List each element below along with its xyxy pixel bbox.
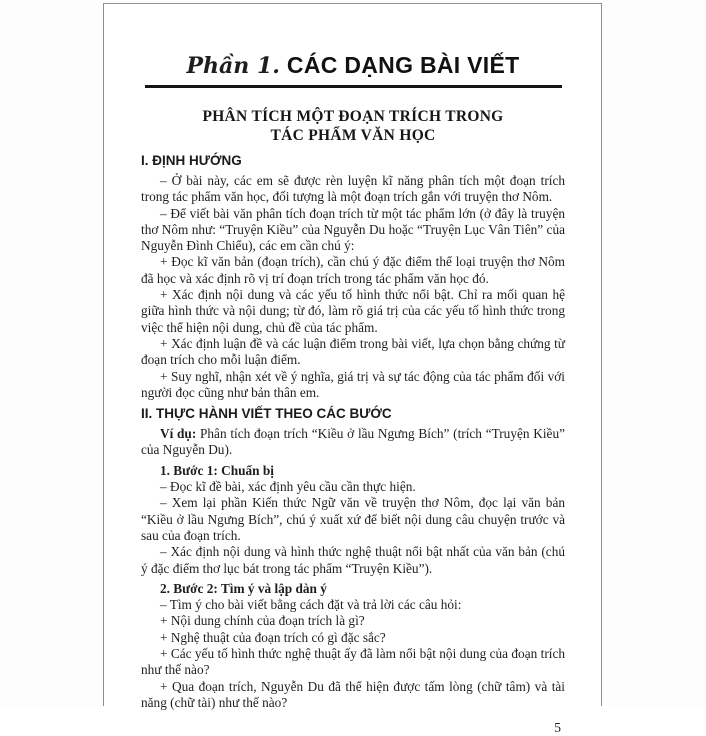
lesson-title-line1: PHÂN TÍCH MỘT ĐOẠN TRÍCH TRONG — [202, 108, 504, 125]
section-2-heading: II. THỰC HÀNH VIẾT THEO CÁC BƯỚC — [141, 406, 392, 422]
lesson-title — [141, 107, 565, 145]
step-2-heading: 2. Bước 2: Tìm ý và lập dàn ý — [160, 580, 327, 596]
paragraph: + Suy nghĩ, nhận xét về ý nghĩa, giá trị và sự tác động của tác phẩm đối với người đọc cũng như bản thân em. — [141, 368, 565, 400]
paragraph: + Xác định luận đề và các luận điểm trong bài viết, lựa chọn bằng chứng từ đoạn trích cho mỗi luận điểm. — [141, 335, 565, 368]
step-item: – Xác định nội dung và hình thức nghệ thuật nổi bật nhất của văn bản (chú ý đặc điểm thơ lục bát trong tác phẩm “Truyện Kiều”). — [141, 544, 565, 576]
banner-underline — [145, 85, 562, 88]
paragraph: – Ở bài này, các em sẽ được rèn luyện kĩ năng phân tích một đoạn trích trong tác phẩm văn học, đối tượng là một đoạn trích gắn với truyện thơ Nôm. — [141, 173, 565, 205]
paragraph: + Đọc kĩ văn bản (đoạn trích), cần chú ý đặc điểm thể loại truyện thơ Nôm đã học và xác định rõ vị trí đoạn trích trong tác phẩm văn học đó. — [141, 254, 565, 286]
book-page — [103, 3, 602, 736]
page-number: 5 — [554, 720, 561, 736]
step-item: + Nghệ thuật của đoạn trích có gì đặc sắc? — [160, 629, 386, 645]
section-1-heading: I. ĐỊNH HƯỚNG — [141, 153, 242, 168]
part-title: CÁC DẠNG BÀI VIẾT — [286, 52, 520, 78]
step-item: + Nội dung chính của đoạn trích là gì? — [160, 613, 365, 629]
step-item: + Qua đoạn trích, Nguyễn Du đã thể hiện được tấm lòng (chữ tâm) và tài năng (chữ tài) như thế nào? — [141, 678, 565, 710]
example-lead: Ví dụ: — [160, 426, 197, 442]
step-1-heading: 1. Bước 1: Chuẩn bị — [160, 462, 274, 478]
part-number-script: Phần 1. — [186, 53, 280, 79]
example-text: Phân tích đoạn trích “Kiều ở lầu Ngưng Bích” (trích “Truyện Kiều” của Nguyễn Du). — [141, 426, 566, 458]
paragraph: + Xác định nội dung và các yếu tố hình thức nổi bật. Chỉ ra mối quan hệ giữa hình thức và nội dung; từ đó, làm rõ giá trị của các yếu tố hình thức trong việc thể hiện nội dung, chủ đề của tác phẩm. — [141, 287, 565, 335]
step-item: – Xem lại phần Kiến thức Ngữ văn về truyện thơ Nôm, đọc lại văn bản “Kiều ở lầu Ngưng Bích”, chú ý xuất xứ để biết nội dung câu chuyện trước và sau của đoạn trích. — [141, 495, 565, 543]
example-paragraph — [141, 426, 565, 459]
lesson-title-line2: TÁC PHẨM VĂN HỌC — [270, 127, 436, 144]
part-banner — [141, 52, 565, 79]
step-item: – Đọc kĩ đề bài, xác định yêu cầu cần thực hiện. — [160, 479, 416, 495]
step-item: – Tìm ý cho bài viết bằng cách đặt và trả lời các câu hỏi: — [160, 597, 462, 613]
step-item: + Các yếu tố hình thức nghệ thuật ấy đã làm nổi bật nội dung của đoạn trích như thế nào? — [141, 646, 565, 678]
paragraph: – Để viết bài văn phân tích đoạn trích từ một tác phẩm lớn (ở đây là truyện thơ Nôm như: “Truyện Kiều” của Nguyễn Du hoặc “Truyện Lục Vân Tiên” của Nguyễn Đình Chiểu), các em cần chú ý: — [141, 205, 565, 254]
